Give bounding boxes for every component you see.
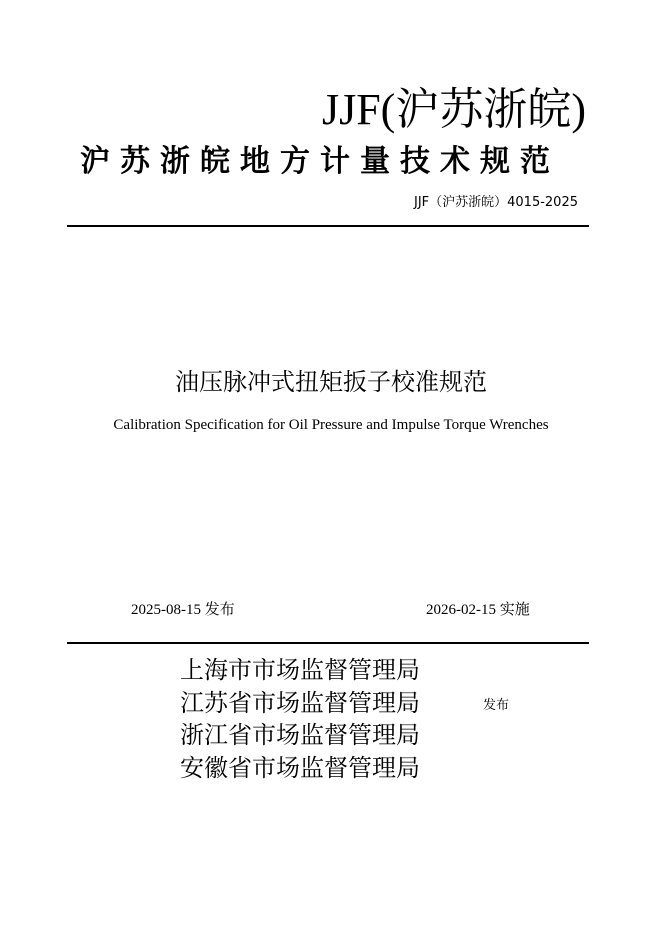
spec-code-heading: JJF(沪苏浙皖) [321,85,586,134]
document-title-english: Calibration Specification for Oil Pressure and Impulse Torque Wrenches [113,417,549,433]
authority-anhui: 安徽省市场监督管理局 [180,753,420,782]
top-divider [67,225,589,227]
authority-zhejiang: 浙江省市场监督管理局 [180,721,420,749]
issuing-authorities [180,654,420,784]
authority-jiangsu: 江苏省市场监督管理局 [180,688,420,717]
bottom-divider [67,642,589,644]
issue-date: 2025-08-15 发布 [131,602,235,618]
publish-label: 发布 [483,698,510,713]
document-title-chinese: 油压脉冲式扭矩扳子校准规范 [175,368,487,396]
effective-date: 2026-02-15 实施 [426,602,530,618]
standard-number: JJF（沪苏浙皖）4015-2025 [413,195,578,210]
spec-category-heading: 沪苏浙皖地方计量技术规范 [80,144,560,179]
authority-shanghai: 上海市市场监督管理局 [180,656,420,684]
